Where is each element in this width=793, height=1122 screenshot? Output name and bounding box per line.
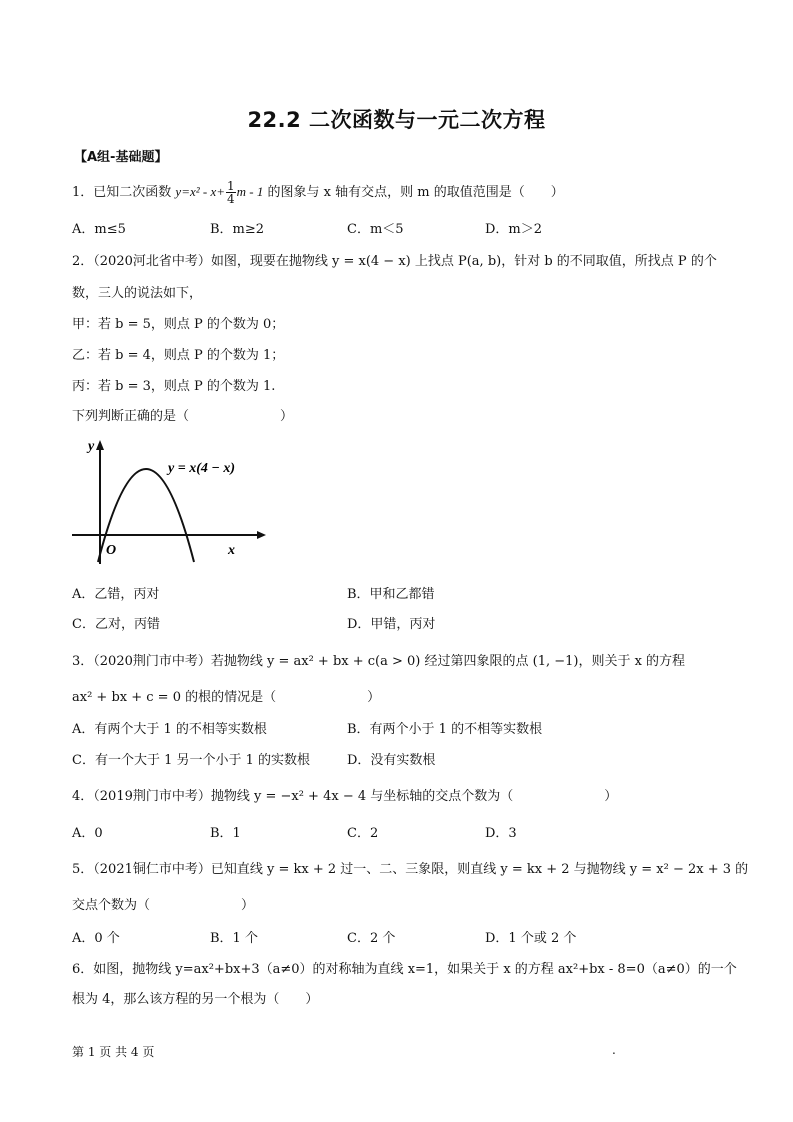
q6-line-1: 6．如图，抛物线 y=ax²+bx+3（a≠0）的对称轴为直线 x=1，如果关于 x 的方程 ax²+bx - 8=0（a≠0）的一个 [72, 962, 737, 977]
q3-option-c: C．有一个大于 1 另一个小于 1 的实数根 [72, 753, 311, 768]
q2-line-3: 甲：若 b = 5，则点 P 的个数为 0； [72, 317, 285, 332]
q5-option-c: C．2 个 [347, 931, 396, 946]
q5-line-2: 交点个数为（ ） [72, 898, 255, 913]
q2-line-1: 2．（2020河北省中考）如图，现要在抛物线 y = x(4 − x) 上找点 P(a, b)，针对 b 的不同取值，所找点 P 的个 [72, 254, 717, 269]
y-axis-label: y [88, 439, 95, 454]
q2-option-c: C．乙对，丙错 [72, 617, 160, 632]
q3-line-2: ax² + bx + c = 0 的根的情况是（ ） [72, 690, 381, 705]
q1-fraction [226, 180, 236, 205]
q1-suffix: 的图象与 x 轴有交点，则 m 的取值范围是（ ） [267, 185, 564, 200]
q2-option-d: D．甲错，丙对 [347, 617, 436, 632]
q3-option-d: D．没有实数根 [347, 753, 436, 768]
q1-option-a: A．m≤5 [72, 222, 126, 237]
parabola-graph [70, 434, 270, 569]
q3-option-b: B．有两个小于 1 的不相等实数根 [347, 722, 543, 737]
curve-label: y = x(4 − x) [168, 461, 235, 476]
x-axis-label: x [228, 543, 235, 558]
q5-option-d: D．1 个或 2 个 [485, 931, 577, 946]
q5-option-b: B．1 个 [210, 931, 258, 946]
q1-prefix: 1．已知二次函数 [72, 185, 172, 200]
q6-line-2: 根为 4，那么该方程的另一个根为（ ） [72, 992, 319, 1007]
page-title: 22.2 二次函数与一元二次方程 [247, 108, 546, 132]
q1-option-b: B．m≥2 [210, 222, 265, 237]
q1-option-c: C．m＜5 [347, 222, 404, 237]
q4-option-b: B．1 [210, 826, 241, 841]
x-axis-arrow-icon [257, 531, 266, 539]
q2-line-2: 数，三人的说法如下， [72, 286, 203, 301]
q4-option-c: C．2 [347, 826, 379, 841]
origin-label: O [106, 543, 117, 558]
q4-option-a: A．0 [72, 826, 103, 841]
q1-frac-num: 1 [227, 179, 235, 193]
q1-expr-a: y=x² - x+ [175, 184, 226, 199]
q5-line-1: 5．（2021铜仁市中考）已知直线 y = kx + 2 过一、二、三象限，则直线 y = kx + 2 与抛物线 y = x² − 2x + 3 的 [72, 862, 749, 877]
y-axis-arrow-icon [96, 440, 104, 450]
page-footer: 第 1 页 共 4 页 [72, 1045, 155, 1059]
q3-line-1: 3．（2020荆门市中考）若抛物线 y = ax² + bx + c(a > 0) 经过第四象限的点 (1, −1)，则关于 x 的方程 [72, 654, 686, 669]
q2-line-4: 乙：若 b = 4，则点 P 的个数为 1； [72, 348, 285, 363]
section-heading: 【A组-基础题】 [74, 150, 168, 165]
q1-frac-den: 4 [227, 192, 235, 206]
q4-option-d: D．3 [485, 826, 517, 841]
q2-line-6: 下列判断正确的是（ ） [72, 409, 294, 424]
q5-option-a: A．0 个 [72, 931, 120, 946]
q2-line-5: 丙：若 b = 3，则点 P 的个数为 1. [72, 379, 276, 394]
question-1 [72, 180, 564, 205]
q2-option-b: B．甲和乙都错 [347, 587, 435, 602]
q1-option-d: D．m＞2 [485, 222, 543, 237]
q3-option-a: A．有两个大于 1 的不相等实数根 [72, 722, 267, 737]
footer-dot: . [612, 1043, 616, 1057]
q2-option-a: A．乙错，丙对 [72, 587, 160, 602]
q4-line-1: 4．（2019荆门市中考）抛物线 y = −x² + 4x − 4 与坐标轴的交点个数为（ ） [72, 789, 618, 804]
q1-expr-b: m - 1 [236, 184, 264, 199]
